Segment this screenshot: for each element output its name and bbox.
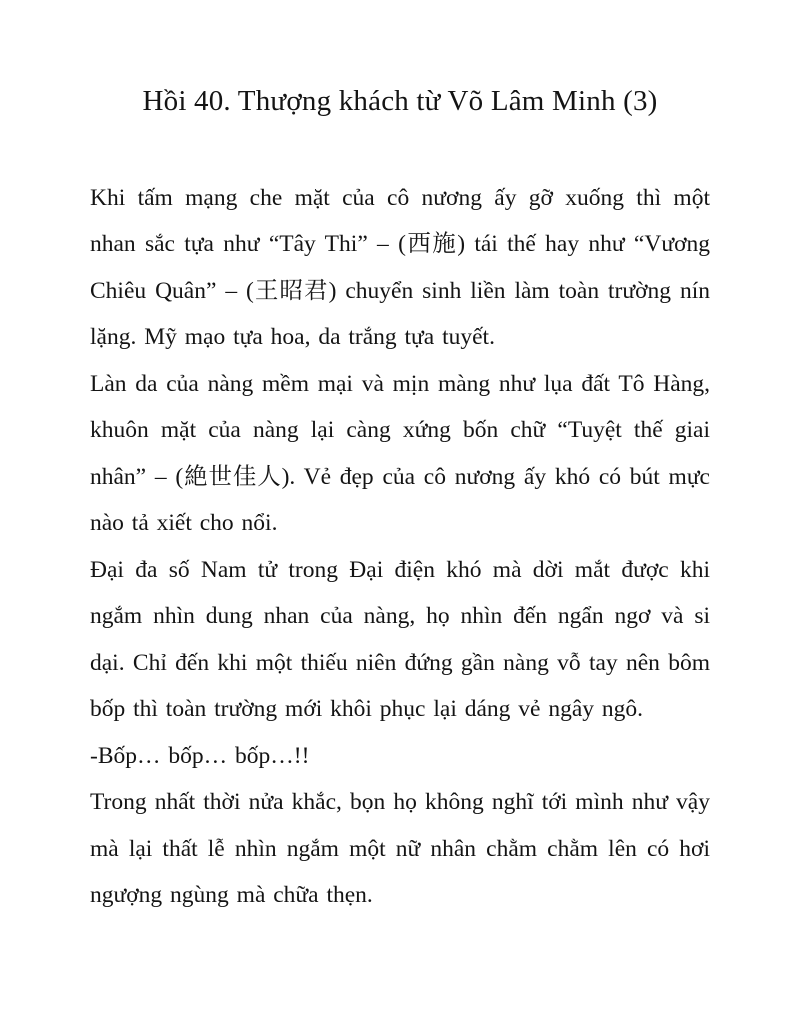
chapter-body <box>90 175 710 919</box>
paragraph: Khi tấm mạng che mặt của cô nương ấy gỡ xuống thì một nhan sắc tựa như “Tây Thi” – (西施) tái thế hay như “Vương Chiêu Quân” – (王昭君) chuyển sinh liền làm toàn trường nín lặng. Mỹ mạo tựa hoa, da trắng tựa tuyết. <box>90 184 710 351</box>
paragraph: -Bốp… bốp… bốp…!! <box>90 742 310 769</box>
paragraph: Đại đa số Nam tử trong Đại điện khó mà dời mắt được khi ngắm nhìn dung nhan của nàng, họ nhìn đến ngẩn ngơ và si dại. Chỉ đến khi một thiếu niên đứng gần nàng vỗ tay nên bôm bốp thì toàn trường mới khôi phục lại dáng vẻ ngây ngô. <box>90 556 710 723</box>
chapter-title: Hồi 40. Thượng khách từ Võ Lâm Minh (3) <box>142 85 658 117</box>
paragraph: Làn da của nàng mềm mại và mịn màng như lụa đất Tô Hàng, khuôn mặt của nàng lại càng xứng bốn chữ “Tuyệt thế giai nhân” – (絶世佳人). Vẻ đẹp của cô nương ấy khó có bút mực nào tả xiết cho nổi. <box>90 370 710 537</box>
paragraph: Trong nhất thời nửa khắc, bọn họ không nghĩ tới mình như vậy mà lại thất lễ nhìn ngắm một nữ nhân chằm chằm lên có hơi ngượng ngùng mà chữa thẹn. <box>90 789 710 909</box>
